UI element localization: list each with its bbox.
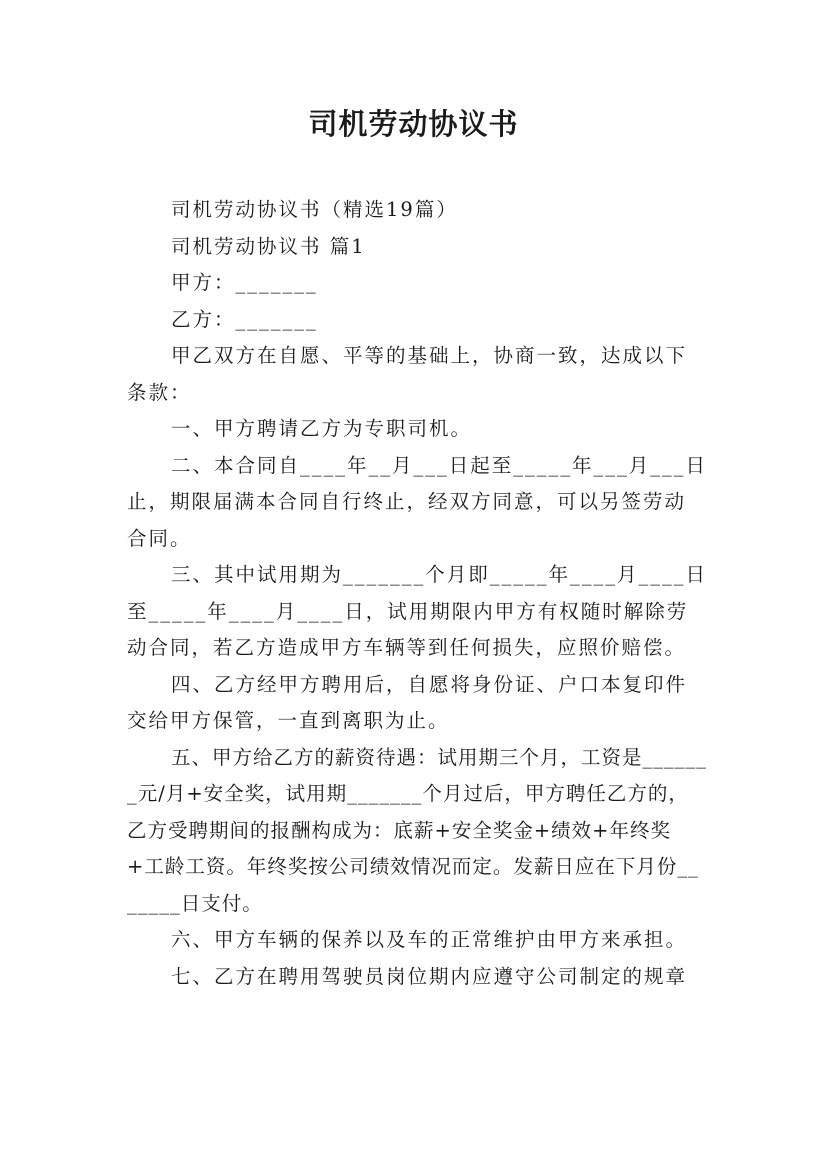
paragraph-clause-2: 二、本合同自____年__月___日起至_____年___月___日止，期限届满本合同自行终止，经双方同意，可以另签劳动合同。 [127, 453, 708, 550]
paragraph-party-b: 乙方：_______ [171, 307, 318, 331]
document-body [127, 192, 707, 995]
paragraph-section-heading: 司机劳动协议书 篇1 [171, 234, 366, 258]
paragraph-clause-3: 三、其中试用期为_______个月即_____年____月____日至_____年____月____日，试用期限内甲方有权随时解除劳动合同，若乙方造成甲方车辆等到任何损失，应照价赔偿。 [127, 563, 708, 659]
paragraph-subtitle: 司机劳动协议书（精选19篇） [171, 198, 458, 221]
paragraph-clause-7: 七、乙方在聘用驾驶员岗位期内应遵守公司制定的规章 [171, 964, 688, 988]
paragraph-preamble: 甲乙双方在自愿、平等的基础上，协商一致，达成以下条款： [127, 344, 688, 404]
paragraph-clause-4: 四、乙方经甲方聘用后，自愿将身份证、户口本复印件交给甲方保管，一直到离职为止。 [127, 672, 688, 732]
paragraph-clause-6: 六、甲方车辆的保养以及车的正常维护由甲方来承担。 [171, 928, 688, 951]
paragraph-clause-1: 一、甲方聘请乙方为专职司机。 [171, 417, 473, 440]
document-title: 司机劳动协议书 [308, 107, 519, 141]
paragraph-party-a: 甲方：_______ [171, 271, 318, 294]
paragraph-clause-5: 五、甲方给乙方的薪资待遇：试用期三个月，工资是_______元/月+安全奖，试用期_______个月过后，甲方聘任乙方的，乙方受聘期间的报酬构成为：底薪+安全奖金+绩效+年终奖+工龄工资。年终奖按公司绩效情况而定。发薪日应在下月份_______日支付。 [127, 745, 708, 915]
